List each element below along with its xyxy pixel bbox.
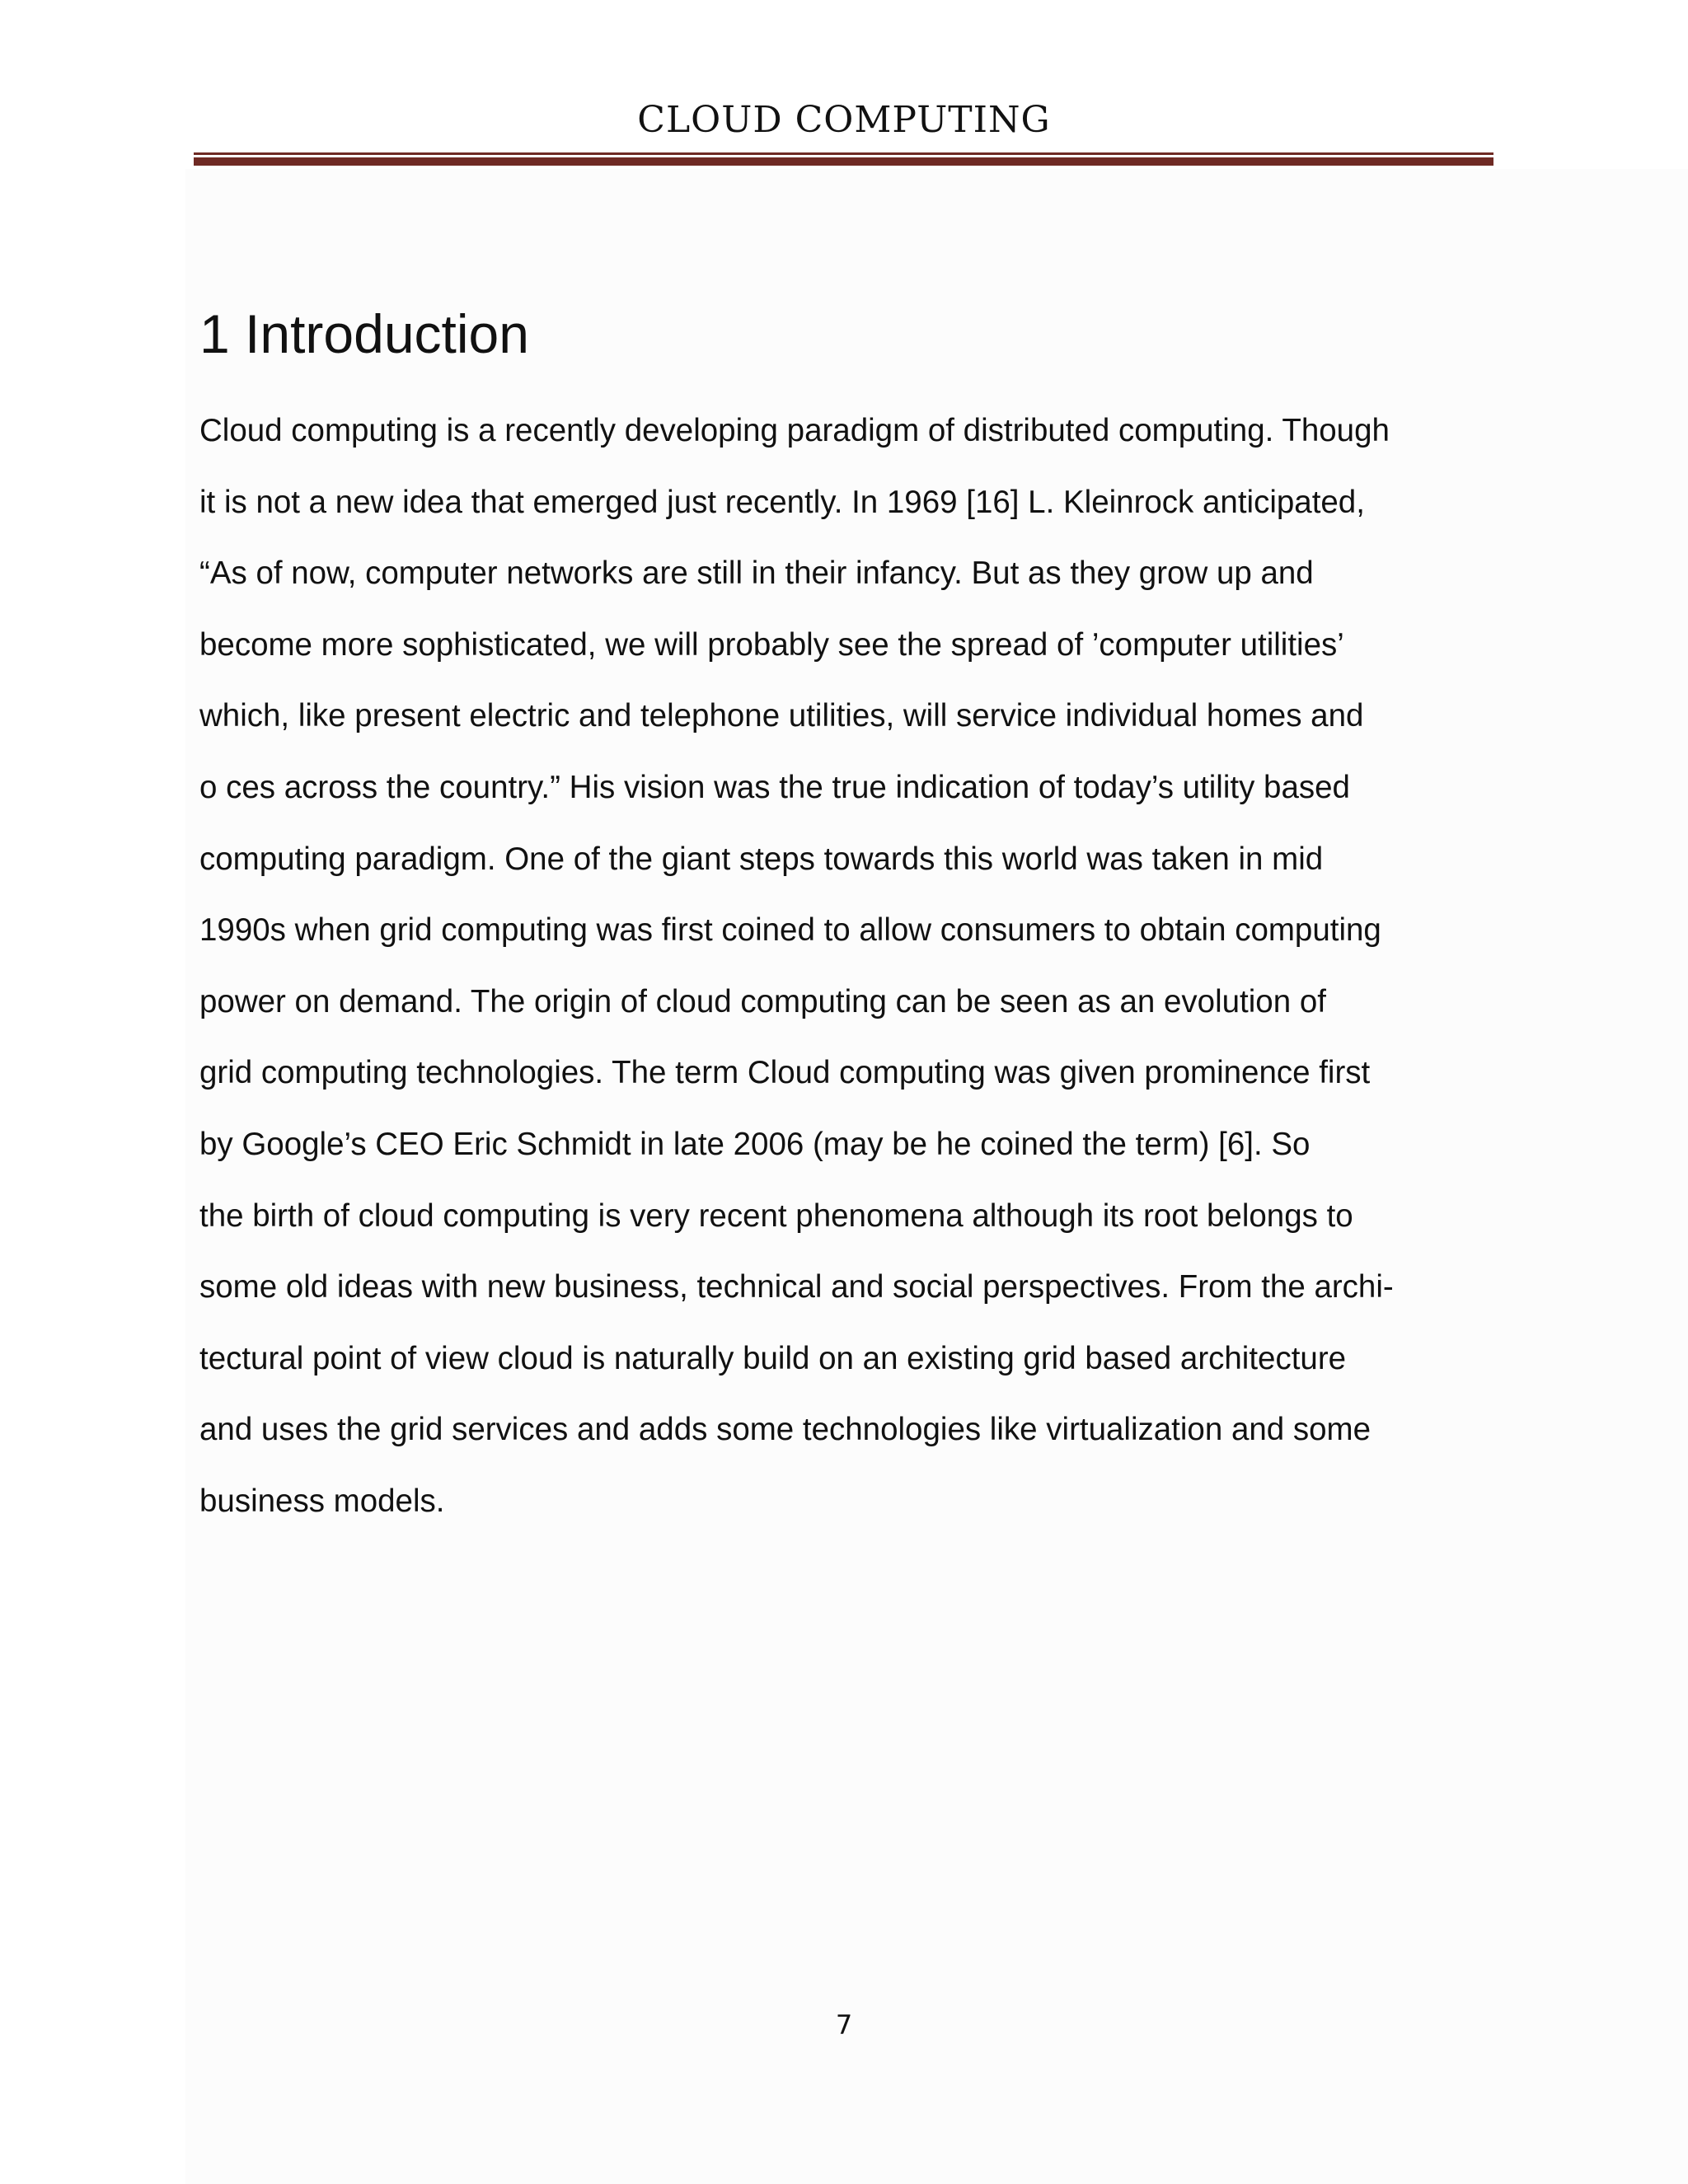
running-header-title: CLOUD COMPUTING xyxy=(637,99,1051,141)
paragraph-line: 1990s when grid computing was first coined to allow consumers to obtain computing xyxy=(199,912,1381,949)
paragraph-line: which, like present electric and telephone utilities, will service individual homes and xyxy=(199,698,1364,734)
paragraph-line: some old ideas with new business, technical and social perspectives. From the archi- xyxy=(199,1269,1394,1305)
paragraph-line: Cloud computing is a recently developing paradigm of distributed computing. Though xyxy=(199,413,1390,448)
page-number: 7 xyxy=(835,2009,853,2041)
paragraph-line: the birth of cloud computing is very recent phenomena although its root belongs to xyxy=(199,1197,1353,1234)
paragraph-line: and uses the grid services and adds some technologies like virtualization and some xyxy=(199,1412,1372,1448)
paragraph-line: computing paradigm. One of the giant steps towards this world was taken in mid xyxy=(199,841,1324,877)
section-heading: 1 Introduction xyxy=(199,303,529,364)
body-paragraph xyxy=(199,396,1485,1538)
paragraph-line: by Google’s CEO Eric Schmidt in late 2006 (may be he coined the term) [6]. So xyxy=(199,1126,1311,1162)
paragraph-line: “As of now, computer networks are still in their infancy. But as they grow up and xyxy=(199,555,1314,592)
paragraph-line: o ces across the country.” His vision was the true indication of today’s utility based xyxy=(199,769,1350,805)
paragraph-line: tectural point of view cloud is naturally build on an existing grid based architecture xyxy=(199,1340,1347,1376)
paragraph-line: power on demand. The origin of cloud computing can be seen as an evolution of xyxy=(199,983,1326,1019)
header-rule-thin xyxy=(194,152,1493,155)
paragraph-line: business models. xyxy=(199,1483,445,1519)
paragraph-line: it is not a new idea that emerged just recently. In 1969 [16] L. Kleinrock anticipated, xyxy=(199,484,1365,520)
header-rule-thick xyxy=(194,157,1493,166)
paragraph-line: grid computing technologies. The term Cloud computing was given prominence first xyxy=(199,1055,1371,1091)
paragraph-line: become more sophisticated, we will probably see the spread of ’computer utilities’ xyxy=(199,626,1344,663)
